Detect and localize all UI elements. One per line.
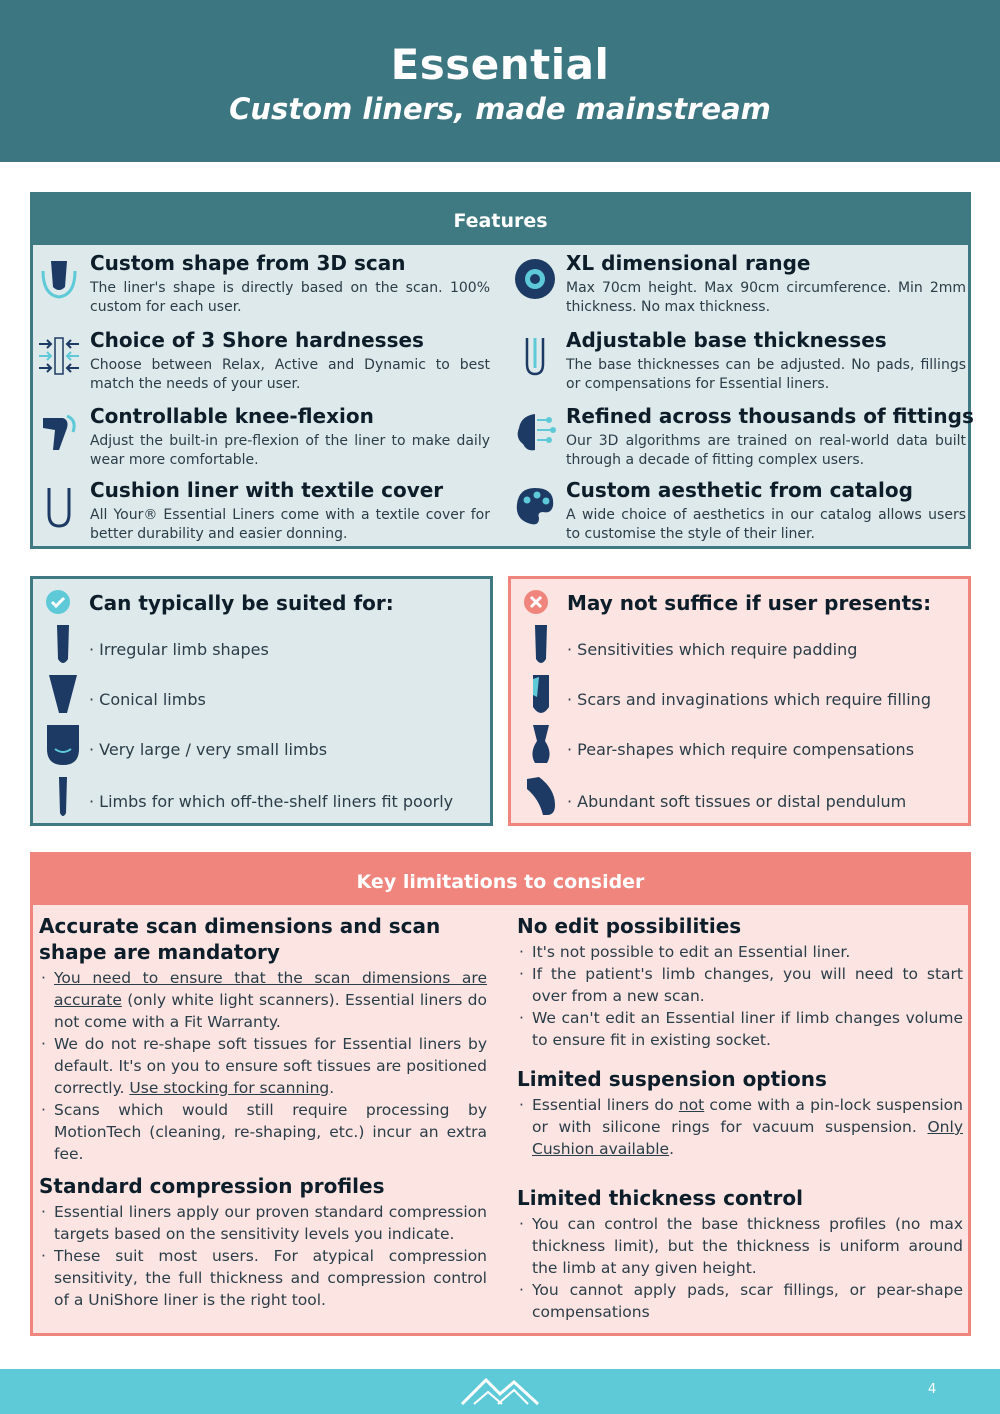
limit-title: Limited suspension options bbox=[517, 1067, 827, 1091]
limit-bullet: · Essential liners do not come with a pin-lock suspension or with silicone rings for vacuum suspension. Only Cushion available. bbox=[517, 1094, 963, 1160]
slim-limb-icon bbox=[47, 775, 79, 821]
feature-title: Custom shape from 3D scan bbox=[90, 251, 406, 275]
feature-desc: Adjust the built-in pre-flexion of the liner to make daily wear more comfortable. bbox=[90, 433, 490, 468]
feature-desc: Our 3D algorithms are trained on real-world data built through a decade of fitting complex users. bbox=[566, 433, 966, 468]
suited-for-panel bbox=[30, 576, 493, 826]
feature-desc: The liner's shape is directly based on the scan. 100% custom for each user. bbox=[90, 280, 490, 315]
limit-bullet: · Essential liners apply our proven standard compression targets based on the sensitivity levels you indicate. bbox=[39, 1201, 487, 1245]
feature-desc: The base thicknesses can be adjusted. No pads, fillings or compensations for Essential liners. bbox=[566, 357, 966, 392]
feature-desc: A wide choice of aesthetics in our catalog allows users to customise the style of their liner. bbox=[566, 507, 966, 542]
page-number: 4 bbox=[928, 1382, 937, 1397]
suited-item: · Very large / very small limbs bbox=[89, 740, 328, 759]
features-heading: Features bbox=[33, 195, 968, 245]
limit-compression-section bbox=[39, 1173, 487, 1311]
brand-logo-icon bbox=[458, 1374, 542, 1408]
not-suffice-item: · Sensitivities which require padding bbox=[567, 640, 858, 659]
liner-outline-icon bbox=[37, 484, 81, 528]
limitations-heading: Key limitations to consider bbox=[33, 855, 968, 905]
range-dial-icon bbox=[513, 257, 557, 301]
pendulum-limb-icon bbox=[525, 775, 557, 821]
bent-knee-icon bbox=[37, 410, 81, 454]
compression-arrows-icon bbox=[37, 334, 81, 378]
palette-icon bbox=[513, 484, 557, 528]
suited-item: · Conical limbs bbox=[89, 690, 206, 709]
not-suffice-item: · Pear-shapes which require compensations bbox=[567, 740, 915, 759]
large-limb-icon bbox=[47, 723, 79, 769]
limit-bullet: · If the patient's limb changes, you will need to start over from a new scan. bbox=[517, 963, 963, 1007]
cross-badge-icon bbox=[523, 589, 549, 615]
base-thickness-icon bbox=[513, 334, 557, 378]
limit-title: Limited thickness control bbox=[517, 1186, 803, 1210]
feature-title: Custom aesthetic from catalog bbox=[566, 478, 913, 502]
limit-title: No edit possibilities bbox=[517, 914, 742, 938]
ai-brain-icon bbox=[513, 410, 557, 454]
irregular-limb-icon bbox=[47, 623, 79, 669]
feature-desc: All Your® Essential Liners come with a textile cover for better durability and easier donning. bbox=[90, 507, 490, 542]
limit-bullet: · Scans which would still require processing by MotionTech (cleaning, re-shaping, etc.) incur an extra fee. bbox=[39, 1099, 487, 1165]
limit-thickness-section bbox=[517, 1185, 963, 1323]
limit-bullet: · It's not possible to edit an Essential liner. bbox=[517, 941, 963, 963]
feature-title: XL dimensional range bbox=[566, 251, 811, 275]
suited-item: · Limbs for which off-the-shelf liners fit poorly bbox=[89, 792, 454, 811]
limit-edit-section bbox=[517, 913, 963, 1051]
limit-bullet: · You can control the base thickness profiles (no max thickness limit), but the thickness is uniform around the limb at any given height. bbox=[517, 1213, 963, 1279]
feature-title: Choice of 3 Shore hardnesses bbox=[90, 328, 424, 352]
not-suffice-item: · Abundant soft tissues or distal pendulum bbox=[567, 792, 907, 811]
scanned-limb-icon bbox=[37, 257, 81, 301]
page-title: Essential bbox=[390, 40, 610, 89]
scarred-limb-icon bbox=[525, 673, 557, 719]
page-subtitle: Custom liners, made mainstream bbox=[229, 92, 771, 126]
limitations-panel bbox=[30, 852, 971, 1336]
feature-title: Cushion liner with textile cover bbox=[90, 478, 444, 502]
page-header bbox=[0, 0, 1000, 162]
may-not-suffice-panel bbox=[508, 576, 971, 826]
limit-bullet: · We do not re-shape soft tissues for Essential liners by default. It's on you to ensure soft tissues are positioned correctly. Use stocking for scanning. bbox=[39, 1033, 487, 1099]
feature-desc: Max 70cm height. Max 90cm circumference. Min 2mm thickness. No max thickness. bbox=[566, 280, 966, 315]
pear-shape-limb-icon bbox=[525, 723, 557, 769]
not-suffice-item: · Scars and invaginations which require filling bbox=[567, 690, 931, 709]
limit-bullet: · These suit most users. For atypical compression sensitivity, the full thickness and compression control of a UniShore liner is the right tool. bbox=[39, 1245, 487, 1311]
conical-limb-icon bbox=[47, 673, 79, 719]
limit-scan-section bbox=[39, 913, 487, 1165]
limit-bullet: · We can't edit an Essential liner if limb changes volume to ensure fit in existing socket. bbox=[517, 1007, 963, 1051]
feature-title: Refined across thousands of fittings bbox=[566, 404, 974, 428]
feature-desc: Choose between Relax, Active and Dynamic to best match the needs of your user. bbox=[90, 357, 490, 392]
check-badge-icon bbox=[45, 589, 71, 615]
features-panel bbox=[30, 192, 974, 549]
limit-suspension-section bbox=[517, 1066, 963, 1160]
page-footer bbox=[0, 1369, 1000, 1414]
feature-title: Adjustable base thicknesses bbox=[566, 328, 887, 352]
limit-bullet: · You need to ensure that the scan dimensions are accurate (only white light scanners). Essential liners do not come with a Fit Warranty. bbox=[39, 967, 487, 1033]
feature-title: Controllable knee-flexion bbox=[90, 404, 374, 428]
suited-item: · Irregular limb shapes bbox=[89, 640, 269, 659]
not-suffice-heading: May not suffice if user presents: bbox=[567, 591, 932, 615]
limit-title: Standard compression profiles bbox=[39, 1174, 385, 1198]
limit-title: Accurate scan dimensions and scan shape are mandatory bbox=[39, 914, 441, 964]
suited-heading: Can typically be suited for: bbox=[89, 591, 394, 615]
limit-bullet: · You cannot apply pads, scar fillings, or pear-shape compensations bbox=[517, 1279, 963, 1323]
sensitive-limb-icon bbox=[525, 623, 557, 669]
